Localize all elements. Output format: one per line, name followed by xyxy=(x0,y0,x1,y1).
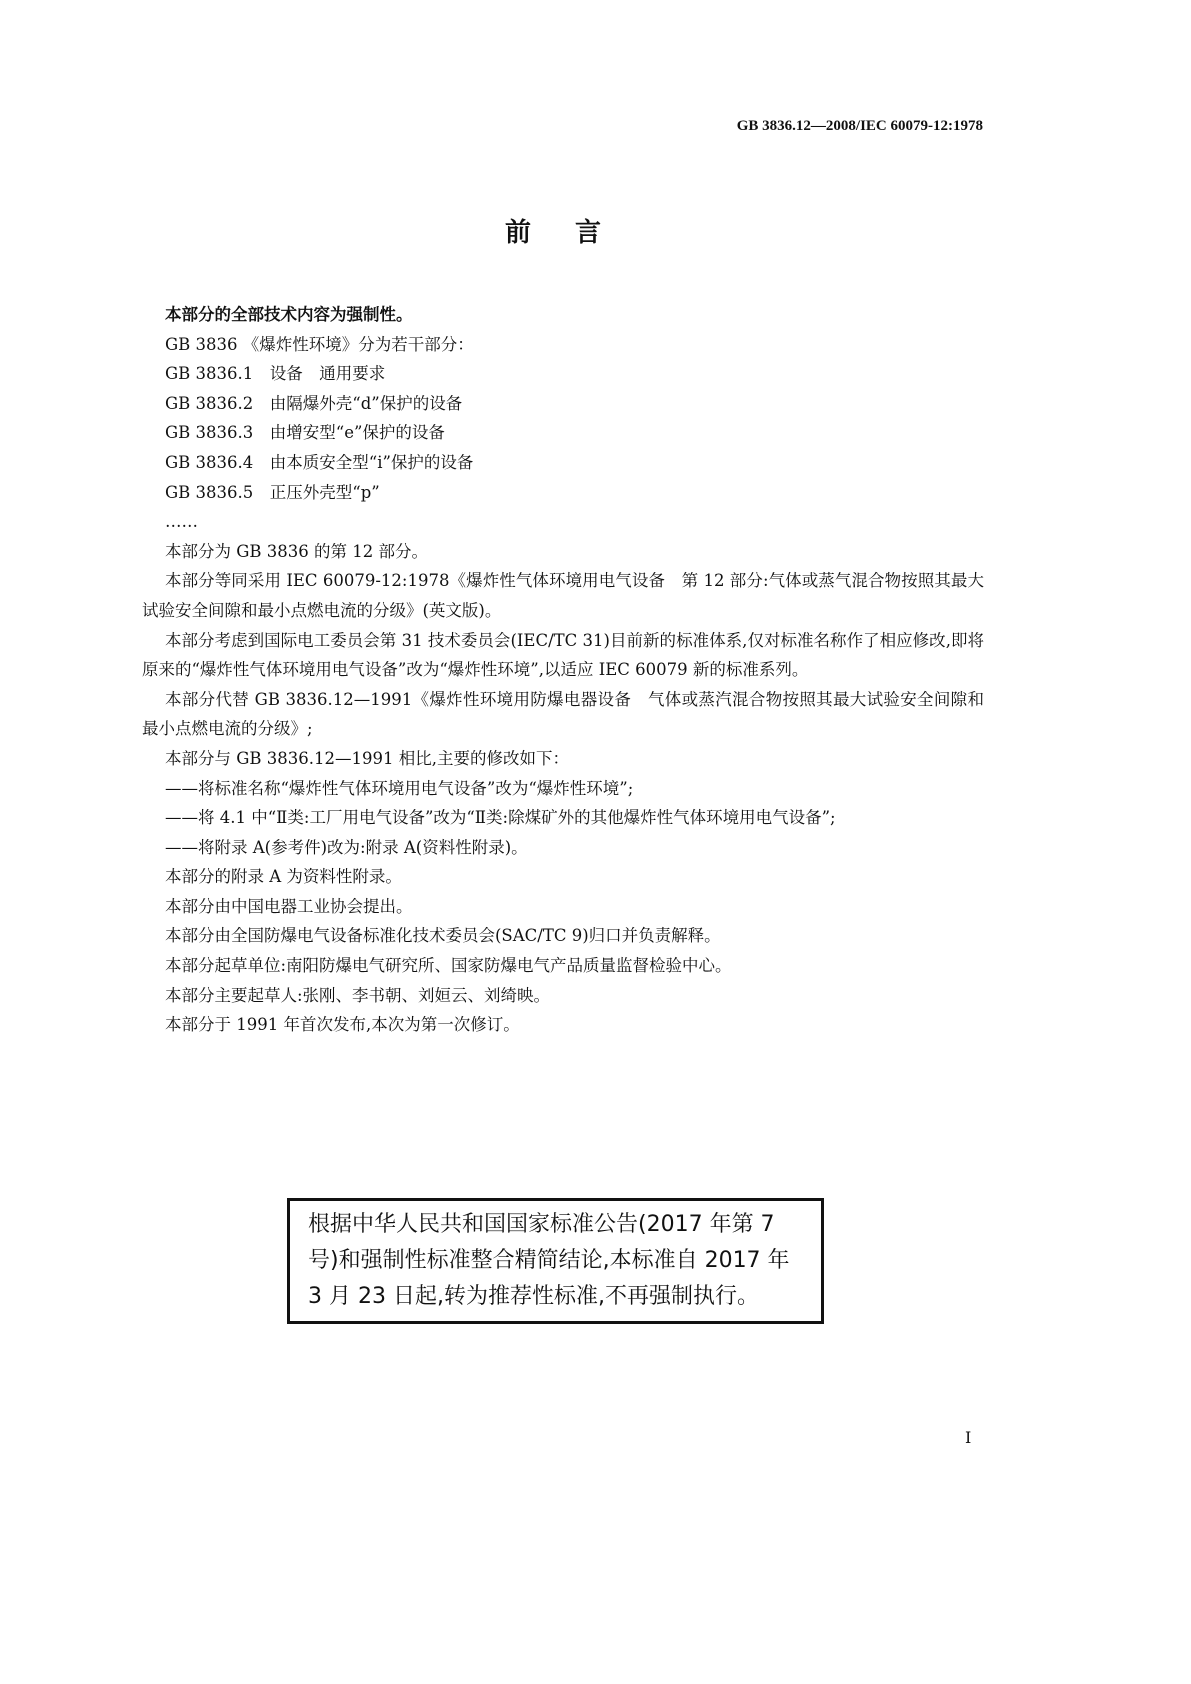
paragraph: 本部分的全部技术内容为强制性。 xyxy=(165,305,413,324)
status-notice-box: 根据中华人民共和国国家标准公告(2017 年第 7 号)和强制性标准整合精简结论,本标准自 2017 年 3 月 23 日起,转为推荐性标准,不再强制执行。 xyxy=(287,1198,824,1324)
standard-number-header: GB 3836.12—2008/IEC 60079-12:1978 xyxy=(736,118,983,134)
paragraph: 本部分由中国电器工业协会提出。 xyxy=(165,896,413,916)
paragraph: 本部分于 1991 年首次发布,本次为第一次修订。 xyxy=(165,1015,520,1035)
paragraph: 本部分的附录 A 为资料性附录。 xyxy=(165,867,402,887)
paragraph: GB 3836 《爆炸性环境》分为若干部分： xyxy=(165,334,474,354)
list-item: GB 3836.5 正压外壳型“p” xyxy=(165,482,380,502)
paragraph: 本部分起草单位:南阳防爆电气研究所、国家防爆电气产品质量监督检验中心。 xyxy=(165,956,732,976)
foreword-body xyxy=(142,300,984,1040)
page-number: I xyxy=(965,1428,972,1447)
change-item: ——将标准名称“爆炸性气体环境用电气设备”改为“爆炸性环境”; xyxy=(165,778,634,798)
list-item: GB 3836.1 设备 通用要求 xyxy=(165,364,386,384)
paragraph: 本部分等同采用 IEC 60079-12:1978《爆炸性气体环境用电气设备 第 12 部分:气体或蒸气混合物按照其最大试验安全间隙和最小点燃电流的分级》(英文版)。 xyxy=(142,571,984,620)
paragraph: 本部分主要起草人:张刚、李书朝、刘姮云、刘绮映。 xyxy=(165,985,551,1005)
change-item: ——将附录 A(参考件)改为:附录 A(资料性附录)。 xyxy=(165,837,528,857)
paragraph: 本部分为 GB 3836 的第 12 部分。 xyxy=(165,541,429,561)
list-item: GB 3836.2 由隔爆外壳“d”保护的设备 xyxy=(165,393,463,413)
paragraph: 本部分代替 GB 3836.12—1991《爆炸性环境用防爆电器设备 气体或蒸汽混合物按照其最大试验安全间隙和最小点燃电流的分级》; xyxy=(142,689,984,739)
list-item: GB 3836.3 由增安型“e”保护的设备 xyxy=(165,423,445,443)
change-item: ——将 4.1 中“Ⅱ类:工厂用电气设备”改为“Ⅱ类:除煤矿外的其他爆炸性气体环境用电气设备”; xyxy=(165,808,836,828)
page-title: 前言 xyxy=(504,218,645,248)
paragraph: 本部分与 GB 3836.12—1991 相比,主要的修改如下： xyxy=(165,748,570,768)
list-item: GB 3836.4 由本质安全型“i”保护的设备 xyxy=(165,452,474,472)
paragraph: 本部分考虑到国际电工委员会第 31 技术委员会(IEC/TC 31)目前新的标准体系,仅对标准名称作了相应修改,即将原来的“爆炸性气体环境用电气设备”改为“爆炸性环境”,以适应 IEC 60079 新的标准系列。 xyxy=(142,630,984,680)
ellipsis: …… xyxy=(165,512,198,532)
paragraph: 本部分由全国防爆电气设备标准化技术委员会(SAC/TC 9)归口并负责解释。 xyxy=(165,926,721,946)
